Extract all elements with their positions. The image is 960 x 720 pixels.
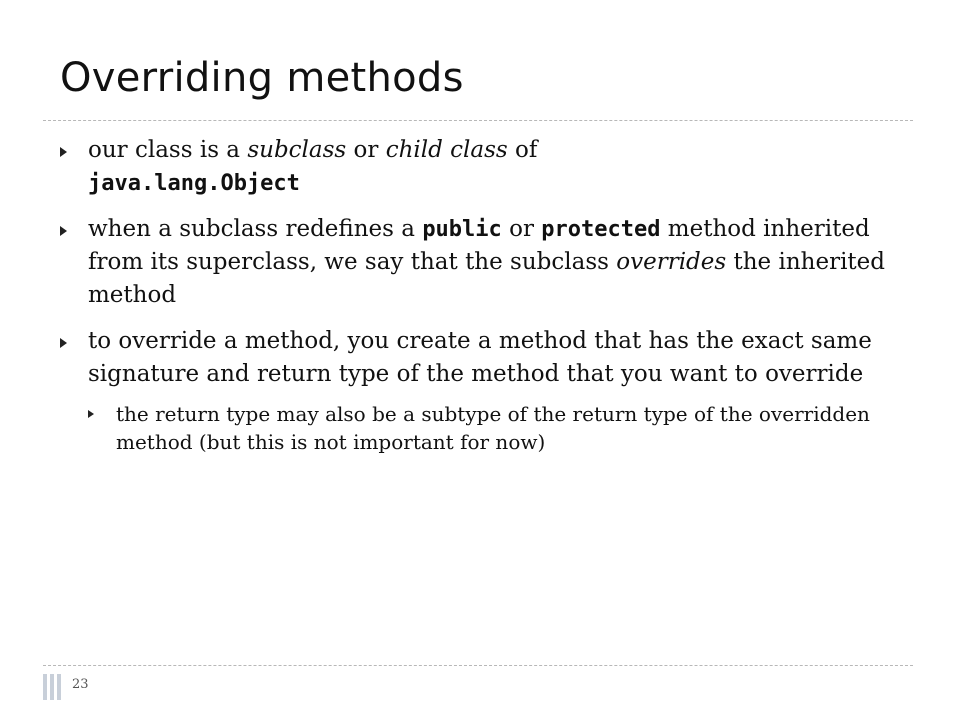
bullet-text: when a subclass redefines a [88,216,423,242]
accent-bar [50,674,54,700]
bullet-item-redefines [60,213,890,312]
slide-title: Overriding methods [60,55,464,101]
sub-bullet-return-type [88,400,890,456]
sub-bullet-text: the return type may also be a subtype of the return type of the overridden method (but this is not important for now) [116,402,870,454]
page-number: 23 [72,677,89,692]
bullet-text: our class is a [88,137,248,163]
title-divider [43,120,913,121]
code-java-lang-object: java.lang.Object [88,171,300,196]
bullet-list [60,134,890,456]
code-protected: protected [541,217,661,242]
accent-bar [57,674,61,700]
accent-bar [43,674,47,700]
emphasis-child-class: child class [385,137,508,163]
bullet-item-override-method [60,325,890,391]
bullet-text: of [507,137,538,163]
bullet-arrow-icon [60,338,67,348]
code-public: public [422,217,502,242]
sub-bullet-arrow-icon [88,410,94,418]
bullet-text: to override a method, you create a method that has the exact same signature and return type of the method that you want to override [88,328,872,387]
emphasis-overrides: overrides [616,249,727,275]
bullet-text: or [501,216,542,242]
bullet-text: or [346,137,386,163]
bullet-arrow-icon [60,226,67,236]
footer-divider [43,665,913,666]
footer-accent-bars [43,674,61,700]
bullet-item-subclass [60,134,890,200]
bullet-arrow-icon [60,147,67,157]
emphasis-subclass: subclass [247,137,347,163]
bullet-text: the inherited method [88,249,885,308]
bullet-text: method inherited from its superclass, we say that the subclass [88,216,870,275]
